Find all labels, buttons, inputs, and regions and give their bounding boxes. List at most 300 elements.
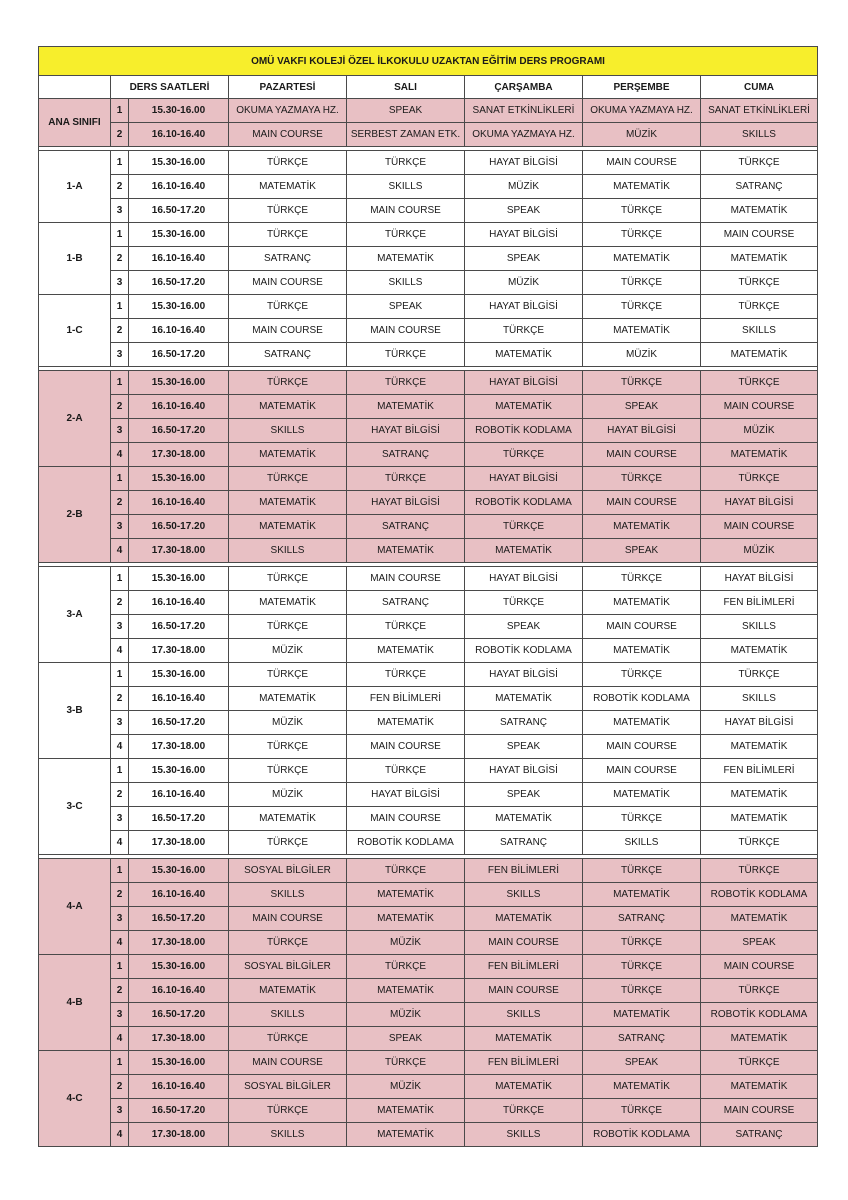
table-row [39, 1027, 818, 1051]
lesson-cell: SPEAK [583, 539, 701, 563]
period-time: 16.50-17.20 [129, 515, 229, 539]
header-row [39, 76, 818, 99]
table-row [39, 639, 818, 663]
class-name: 4-B [39, 955, 111, 1051]
lesson-cell: FEN BİLİMLERİ [347, 687, 465, 711]
lesson-cell: MATEMATİK [583, 175, 701, 199]
lesson-cell: MÜZİK [229, 783, 347, 807]
period-number: 4 [111, 1027, 129, 1051]
lesson-cell: TÜRKÇE [347, 343, 465, 367]
period-time: 17.30-18.00 [129, 539, 229, 563]
lesson-cell: MATEMATİK [583, 247, 701, 271]
lesson-cell: MAIN COURSE [701, 223, 818, 247]
lesson-cell: MAIN COURSE [347, 319, 465, 343]
lesson-cell: MÜZİK [347, 1075, 465, 1099]
table-row [39, 515, 818, 539]
lesson-cell: SPEAK [465, 247, 583, 271]
period-time: 15.30-16.00 [129, 295, 229, 319]
period-time: 15.30-16.00 [129, 759, 229, 783]
lesson-cell: MAIN COURSE [465, 931, 583, 955]
lesson-cell: HAYAT BİLGİSİ [465, 371, 583, 395]
lesson-cell: SOSYAL BİLGİLER [229, 955, 347, 979]
class-name: 4-C [39, 1051, 111, 1147]
lesson-cell: TÜRKÇE [583, 199, 701, 223]
lesson-cell: SKILLS [701, 615, 818, 639]
table-row [39, 271, 818, 295]
lesson-cell: MATEMATİK [701, 639, 818, 663]
lesson-cell: OKUMA YAZMAYA HZ. [465, 123, 583, 147]
period-time: 17.30-18.00 [129, 831, 229, 855]
lesson-cell: SKILLS [347, 175, 465, 199]
period-time: 15.30-16.00 [129, 955, 229, 979]
lesson-cell: TÜRKÇE [701, 467, 818, 491]
period-time: 15.30-16.00 [129, 371, 229, 395]
lesson-cell: TÜRKÇE [583, 931, 701, 955]
table-row [39, 783, 818, 807]
table-row [39, 1123, 818, 1147]
lesson-cell: MÜZİK [465, 271, 583, 295]
class-name: 1-A [39, 151, 111, 223]
lesson-cell: MATEMATİK [583, 1003, 701, 1027]
period-time: 16.10-16.40 [129, 1075, 229, 1099]
lesson-cell: MATEMATİK [347, 395, 465, 419]
lesson-cell: TÜRKÇE [583, 807, 701, 831]
lesson-cell: SPEAK [347, 1027, 465, 1051]
header-friday: CUMA [701, 76, 818, 99]
lesson-cell: MATEMATİK [465, 907, 583, 931]
lesson-cell: MATEMATİK [701, 907, 818, 931]
lesson-cell: MATEMATİK [583, 319, 701, 343]
lesson-cell: ROBOTİK KODLAMA [465, 419, 583, 443]
period-number: 3 [111, 1099, 129, 1123]
lesson-cell: SPEAK [583, 395, 701, 419]
lesson-cell: TÜRKÇE [229, 151, 347, 175]
lesson-cell: TÜRKÇE [583, 467, 701, 491]
lesson-cell: ROBOTİK KODLAMA [465, 491, 583, 515]
table-row [39, 955, 818, 979]
period-time: 16.10-16.40 [129, 247, 229, 271]
period-time: 16.50-17.20 [129, 1099, 229, 1123]
lesson-cell: TÜRKÇE [347, 615, 465, 639]
lesson-cell: SPEAK [347, 295, 465, 319]
table-row [39, 831, 818, 855]
lesson-cell: SATRANÇ [347, 443, 465, 467]
lesson-cell: SKILLS [701, 687, 818, 711]
period-time: 16.10-16.40 [129, 687, 229, 711]
lesson-cell: MAIN COURSE [583, 491, 701, 515]
class-name: 3-B [39, 663, 111, 759]
table-row [39, 343, 818, 367]
lesson-cell: MATEMATİK [465, 687, 583, 711]
period-time: 17.30-18.00 [129, 443, 229, 467]
period-time: 16.50-17.20 [129, 271, 229, 295]
lesson-cell: SKILLS [465, 883, 583, 907]
period-number: 2 [111, 591, 129, 615]
lesson-cell: MÜZİK [583, 343, 701, 367]
lesson-cell: MAIN COURSE [229, 271, 347, 295]
header-thursday: PERŞEMBE [583, 76, 701, 99]
lesson-cell: TÜRKÇE [583, 979, 701, 1003]
period-time: 15.30-16.00 [129, 99, 229, 123]
lesson-cell: TÜRKÇE [229, 371, 347, 395]
lesson-cell: TÜRKÇE [583, 955, 701, 979]
lesson-cell: SATRANÇ [347, 515, 465, 539]
lesson-cell: TÜRKÇE [583, 271, 701, 295]
lesson-cell: MAIN COURSE [229, 319, 347, 343]
table-row [39, 931, 818, 955]
period-number: 2 [111, 319, 129, 343]
header-blank [39, 76, 111, 99]
period-number: 2 [111, 687, 129, 711]
lesson-cell: MATEMATİK [701, 1027, 818, 1051]
period-number: 2 [111, 247, 129, 271]
lesson-cell: MATEMATİK [701, 735, 818, 759]
lesson-cell: HAYAT BİLGİSİ [701, 491, 818, 515]
lesson-cell: SPEAK [465, 615, 583, 639]
lesson-cell: MAIN COURSE [347, 199, 465, 223]
lesson-cell: MAIN COURSE [229, 1051, 347, 1075]
lesson-cell: SATRANÇ [701, 175, 818, 199]
period-number: 3 [111, 711, 129, 735]
lesson-cell: TÜRKÇE [465, 1099, 583, 1123]
lesson-cell: MATEMATİK [347, 1123, 465, 1147]
period-number: 3 [111, 515, 129, 539]
lesson-cell: MATEMATİK [701, 807, 818, 831]
lesson-cell: SPEAK [465, 783, 583, 807]
table-row [39, 979, 818, 1003]
period-number: 1 [111, 859, 129, 883]
lesson-cell: TÜRKÇE [465, 591, 583, 615]
table-row [39, 567, 818, 591]
period-number: 1 [111, 1051, 129, 1075]
lesson-cell: MATEMATİK [701, 1075, 818, 1099]
lesson-cell: HAYAT BİLGİSİ [347, 419, 465, 443]
lesson-cell: MATEMATİK [583, 591, 701, 615]
lesson-cell: TÜRKÇE [701, 859, 818, 883]
table-row [39, 467, 818, 491]
lesson-cell: TÜRKÇE [347, 663, 465, 687]
lesson-cell: FEN BİLİMLERİ [465, 955, 583, 979]
period-time: 16.10-16.40 [129, 883, 229, 907]
table-row [39, 687, 818, 711]
lesson-cell: MATEMATİK [347, 907, 465, 931]
lesson-cell: HAYAT BİLGİSİ [583, 419, 701, 443]
table-row [39, 443, 818, 467]
class-name: 3-C [39, 759, 111, 855]
header-tuesday: SALI [347, 76, 465, 99]
period-time: 17.30-18.00 [129, 639, 229, 663]
lesson-cell: MAIN COURSE [701, 395, 818, 419]
lesson-cell: FEN BİLİMLERİ [701, 759, 818, 783]
lesson-cell: SATRANÇ [465, 711, 583, 735]
table-row [39, 371, 818, 395]
lesson-cell: SATRANÇ [465, 831, 583, 855]
lesson-cell: HAYAT BİLGİSİ [347, 491, 465, 515]
period-time: 15.30-16.00 [129, 567, 229, 591]
lesson-cell: SATRANÇ [701, 1123, 818, 1147]
lesson-cell: MAIN COURSE [229, 123, 347, 147]
lesson-cell: HAYAT BİLGİSİ [465, 467, 583, 491]
period-time: 16.50-17.20 [129, 419, 229, 443]
lesson-cell: TÜRKÇE [347, 955, 465, 979]
lesson-cell: TÜRKÇE [701, 663, 818, 687]
lesson-cell: MATEMATİK [701, 343, 818, 367]
lesson-cell: MAIN COURSE [583, 735, 701, 759]
period-number: 1 [111, 663, 129, 687]
lesson-cell: TÜRKÇE [229, 1027, 347, 1051]
lesson-cell: SKILLS [229, 1003, 347, 1027]
lesson-cell: TÜRKÇE [229, 467, 347, 491]
lesson-cell: MATEMATİK [583, 883, 701, 907]
lesson-cell: MATEMATİK [229, 807, 347, 831]
lesson-cell: SKILLS [701, 319, 818, 343]
lesson-cell: TÜRKÇE [347, 151, 465, 175]
period-number: 2 [111, 123, 129, 147]
lesson-cell: MAIN COURSE [583, 759, 701, 783]
lesson-cell: SANAT ETKİNLİKLERİ [465, 99, 583, 123]
lesson-cell: TÜRKÇE [465, 319, 583, 343]
lesson-cell: TÜRKÇE [701, 295, 818, 319]
lesson-cell: HAYAT BİLGİSİ [465, 223, 583, 247]
period-number: 1 [111, 567, 129, 591]
period-number: 4 [111, 443, 129, 467]
table-row [39, 1099, 818, 1123]
lesson-cell: HAYAT BİLGİSİ [465, 567, 583, 591]
lesson-cell: MATEMATİK [583, 639, 701, 663]
lesson-cell: TÜRKÇE [347, 467, 465, 491]
lesson-cell: MATEMATİK [583, 783, 701, 807]
lesson-cell: SATRANÇ [229, 343, 347, 367]
lesson-cell: MATEMATİK [347, 711, 465, 735]
lesson-cell: HAYAT BİLGİSİ [465, 295, 583, 319]
period-number: 1 [111, 371, 129, 395]
period-number: 2 [111, 883, 129, 907]
lesson-cell: ROBOTİK KODLAMA [701, 883, 818, 907]
period-time: 17.30-18.00 [129, 1027, 229, 1051]
period-time: 16.50-17.20 [129, 807, 229, 831]
lesson-cell: TÜRKÇE [701, 271, 818, 295]
period-number: 1 [111, 467, 129, 491]
lesson-cell: TÜRKÇE [229, 199, 347, 223]
period-time: 15.30-16.00 [129, 151, 229, 175]
lesson-cell: MAIN COURSE [347, 567, 465, 591]
class-name: 2-A [39, 371, 111, 467]
lesson-cell: MATEMATİK [229, 687, 347, 711]
period-number: 3 [111, 907, 129, 931]
lesson-cell: MÜZİK [701, 419, 818, 443]
lesson-cell: TÜRKÇE [583, 223, 701, 247]
page-title: OMÜ VAKFI KOLEJİ ÖZEL İLKOKULU UZAKTAN EĞİTİM DERS PROGRAMI [39, 47, 818, 76]
period-number: 3 [111, 199, 129, 223]
lesson-cell: TÜRKÇE [229, 759, 347, 783]
table-row [39, 123, 818, 147]
lesson-cell: MAIN COURSE [347, 807, 465, 831]
lesson-cell: MATEMATİK [465, 1075, 583, 1099]
period-time: 15.30-16.00 [129, 223, 229, 247]
lesson-cell: TÜRKÇE [583, 295, 701, 319]
lesson-cell: MATEMATİK [701, 783, 818, 807]
lesson-cell: MAIN COURSE [583, 443, 701, 467]
lesson-cell: MATEMATİK [701, 247, 818, 271]
lesson-cell: HAYAT BİLGİSİ [347, 783, 465, 807]
lesson-cell: MATEMATİK [229, 443, 347, 467]
lesson-cell: MÜZİK [465, 175, 583, 199]
lesson-cell: SPEAK [465, 199, 583, 223]
lesson-cell: TÜRKÇE [347, 1051, 465, 1075]
lesson-cell: MATEMATİK [229, 591, 347, 615]
lesson-cell: OKUMA YAZMAYA HZ. [583, 99, 701, 123]
period-time: 16.50-17.20 [129, 711, 229, 735]
lesson-cell: SATRANÇ [583, 907, 701, 931]
lesson-cell: MATEMATİK [347, 539, 465, 563]
lesson-cell: MAIN COURSE [229, 907, 347, 931]
lesson-cell: SKILLS [229, 539, 347, 563]
lesson-cell: TÜRKÇE [229, 735, 347, 759]
table-row [39, 539, 818, 563]
table-row [39, 295, 818, 319]
period-number: 3 [111, 1003, 129, 1027]
lesson-cell: HAYAT BİLGİSİ [465, 663, 583, 687]
class-name: 4-A [39, 859, 111, 955]
period-time: 15.30-16.00 [129, 1051, 229, 1075]
period-time: 16.10-16.40 [129, 395, 229, 419]
lesson-cell: TÜRKÇE [465, 443, 583, 467]
period-time: 16.10-16.40 [129, 123, 229, 147]
lesson-cell: SATRANÇ [583, 1027, 701, 1051]
period-time: 16.10-16.40 [129, 491, 229, 515]
lesson-cell: TÜRKÇE [229, 663, 347, 687]
table-row [39, 807, 818, 831]
class-name: ANA SINIFI [39, 99, 111, 147]
lesson-cell: HAYAT BİLGİSİ [701, 711, 818, 735]
table-row [39, 1075, 818, 1099]
lesson-cell: TÜRKÇE [465, 515, 583, 539]
period-time: 16.10-16.40 [129, 319, 229, 343]
lesson-cell: TÜRKÇE [229, 931, 347, 955]
lesson-cell: MÜZİK [229, 639, 347, 663]
lesson-cell: TÜRKÇE [347, 223, 465, 247]
lesson-cell: MATEMATİK [465, 807, 583, 831]
lesson-cell: TÜRKÇE [583, 859, 701, 883]
lesson-cell: ROBOTİK KODLAMA [583, 1123, 701, 1147]
period-number: 1 [111, 759, 129, 783]
lesson-cell: MATEMATİK [465, 395, 583, 419]
lesson-cell: MAIN COURSE [701, 955, 818, 979]
table-row [39, 419, 818, 443]
period-time: 15.30-16.00 [129, 467, 229, 491]
lesson-cell: SKILLS [701, 123, 818, 147]
lesson-cell: TÜRKÇE [701, 371, 818, 395]
period-time: 16.10-16.40 [129, 783, 229, 807]
lesson-cell: MATEMATİK [347, 247, 465, 271]
lesson-cell: TÜRKÇE [583, 1099, 701, 1123]
class-name: 3-A [39, 567, 111, 663]
lesson-cell: TÜRKÇE [229, 567, 347, 591]
lesson-cell: TÜRKÇE [583, 663, 701, 687]
lesson-cell: SKILLS [347, 271, 465, 295]
table-row [39, 199, 818, 223]
table-row [39, 175, 818, 199]
period-time: 15.30-16.00 [129, 663, 229, 687]
period-time: 15.30-16.00 [129, 859, 229, 883]
lesson-cell: SKILLS [229, 419, 347, 443]
lesson-cell: TÜRKÇE [229, 615, 347, 639]
period-time: 16.50-17.20 [129, 1003, 229, 1027]
period-number: 2 [111, 783, 129, 807]
period-number: 2 [111, 175, 129, 199]
lesson-cell: SATRANÇ [229, 247, 347, 271]
period-number: 4 [111, 831, 129, 855]
lesson-cell: MÜZİK [347, 1003, 465, 1027]
lesson-cell: TÜRKÇE [701, 151, 818, 175]
lesson-cell: MATEMATİK [229, 395, 347, 419]
table-row [39, 883, 818, 907]
lesson-cell: TÜRKÇE [583, 371, 701, 395]
lesson-cell: SOSYAL BİLGİLER [229, 859, 347, 883]
period-number: 1 [111, 223, 129, 247]
period-number: 4 [111, 1123, 129, 1147]
table-row [39, 151, 818, 175]
lesson-cell: MATEMATİK [229, 175, 347, 199]
class-name: 2-B [39, 467, 111, 563]
lesson-cell: MATEMATİK [229, 979, 347, 1003]
lesson-cell: TÜRKÇE [583, 567, 701, 591]
period-number: 2 [111, 491, 129, 515]
period-time: 16.10-16.40 [129, 979, 229, 1003]
period-time: 16.50-17.20 [129, 615, 229, 639]
table-row [39, 663, 818, 687]
period-time: 16.50-17.20 [129, 199, 229, 223]
period-number: 2 [111, 395, 129, 419]
lesson-cell: MAIN COURSE [583, 151, 701, 175]
period-number: 2 [111, 1075, 129, 1099]
table-row [39, 223, 818, 247]
table-row [39, 735, 818, 759]
lesson-cell: HAYAT BİLGİSİ [465, 759, 583, 783]
table-row [39, 711, 818, 735]
lesson-cell: SKILLS [229, 883, 347, 907]
lesson-cell: MAIN COURSE [701, 1099, 818, 1123]
table-row [39, 491, 818, 515]
table-row [39, 1003, 818, 1027]
lesson-cell: TÜRKÇE [701, 1051, 818, 1075]
table-row [39, 591, 818, 615]
lesson-cell: SKILLS [229, 1123, 347, 1147]
lesson-cell: MATEMATİK [347, 883, 465, 907]
table-row [39, 907, 818, 931]
table-row [39, 1051, 818, 1075]
period-time: 17.30-18.00 [129, 735, 229, 759]
lesson-cell: MATEMATİK [701, 199, 818, 223]
lesson-cell: MATEMATİK [465, 343, 583, 367]
period-number: 4 [111, 639, 129, 663]
lesson-cell: MATEMATİK [347, 979, 465, 1003]
lesson-cell: MÜZİK [701, 539, 818, 563]
period-number: 2 [111, 979, 129, 1003]
lesson-cell: MATEMATİK [465, 1027, 583, 1051]
lesson-cell: MATEMATİK [347, 1099, 465, 1123]
lesson-cell: MAIN COURSE [583, 615, 701, 639]
table-row [39, 859, 818, 883]
schedule-table [38, 46, 818, 1147]
class-name: 1-C [39, 295, 111, 367]
lesson-cell: SPEAK [465, 735, 583, 759]
lesson-cell: TÜRKÇE [229, 295, 347, 319]
lesson-cell: MATEMATİK [583, 711, 701, 735]
header-wednesday: ÇARŞAMBA [465, 76, 583, 99]
lesson-cell: MAIN COURSE [701, 515, 818, 539]
lesson-cell: MÜZİK [583, 123, 701, 147]
